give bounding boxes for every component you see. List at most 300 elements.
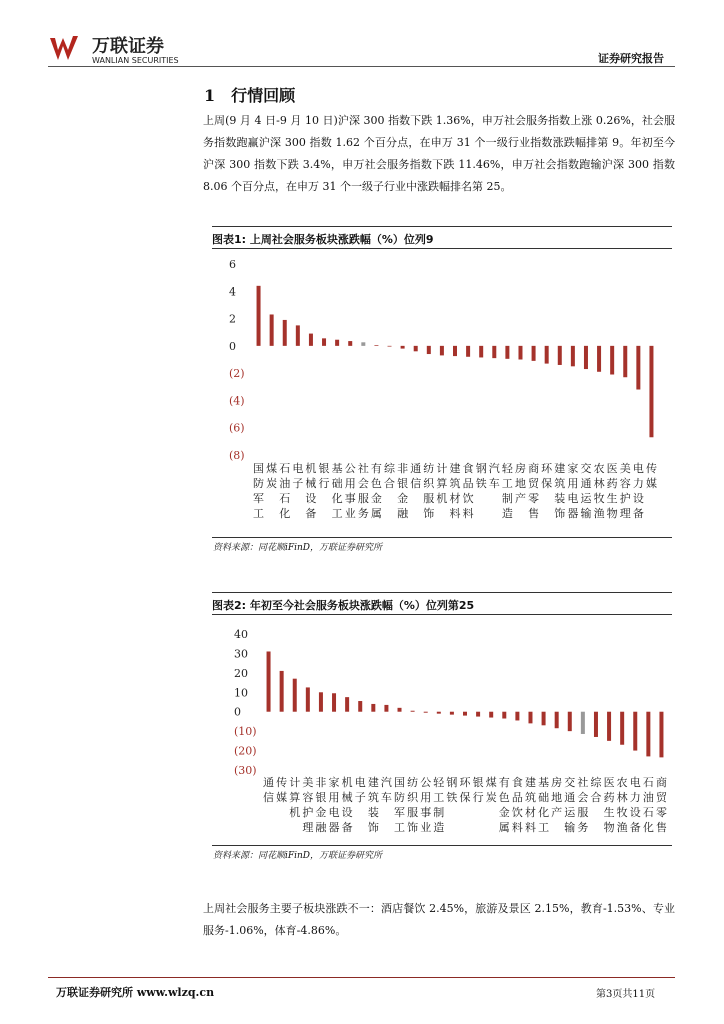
category-label: 车 bbox=[488, 477, 500, 490]
category-label: 地 bbox=[551, 791, 563, 804]
category-label: 事 bbox=[344, 492, 356, 505]
bar-电力设备 bbox=[633, 712, 637, 751]
footer-divider bbox=[48, 977, 675, 978]
category-label: 建 bbox=[367, 776, 379, 789]
category-label: 车 bbox=[380, 791, 392, 804]
bar-食品饮料 bbox=[466, 346, 470, 357]
y-tick-label: 6 bbox=[229, 258, 236, 271]
figure1-bottom-rule bbox=[212, 537, 672, 538]
category-label: 有 bbox=[498, 776, 510, 789]
market-review-paragraph: 上周(9 月 4 日-9 月 10 日)沪深 300 指数下跌 1.36%，申万社会服务指数上涨 0.26%，社会服务指数跑赢沪深 300 指数 1.62 个百分点，在申万 31 个一级行业指数涨跌幅排第 9。年初至今沪深 300 指数下跌 3.4%，申万社会服务指数下跌 11.46%，申万社会指数跑输沪深 300 指数 8.06 个百分点，在申万 31 个一级子行业中涨跌幅排名第 25。 bbox=[203, 114, 675, 193]
category-label: 融 bbox=[397, 507, 409, 520]
bar-汽车 bbox=[492, 346, 496, 358]
category-label: 贸 bbox=[528, 477, 540, 490]
category-label: 装 bbox=[367, 806, 379, 819]
category-label: 料 bbox=[511, 821, 523, 834]
category-label: 计 bbox=[289, 776, 301, 789]
y-tick-label: 0 bbox=[234, 705, 241, 719]
category-label: 非 bbox=[315, 776, 327, 789]
category-label: 工 bbox=[394, 821, 406, 834]
section-heading bbox=[204, 83, 295, 106]
bar-国防军工 bbox=[257, 286, 261, 346]
bar-传媒 bbox=[649, 346, 653, 437]
category-label: 防 bbox=[253, 477, 265, 490]
category-label: 通 bbox=[263, 776, 275, 789]
bar-房地产 bbox=[518, 346, 522, 360]
category-label: 产 bbox=[551, 806, 563, 819]
category-label: 媒 bbox=[645, 477, 657, 490]
category-label: 饰 bbox=[367, 821, 379, 834]
category-label: 综 bbox=[590, 776, 602, 789]
figure1-title: 图表1: 上周社会服务板块涨跌幅（%）位列9 bbox=[212, 233, 434, 246]
category-label: 属 bbox=[370, 507, 382, 520]
category-label: 综 bbox=[384, 462, 396, 475]
category-label: 电 bbox=[354, 776, 366, 789]
category-label: 电 bbox=[632, 462, 644, 475]
category-label: 社 bbox=[577, 776, 589, 789]
bar-环保 bbox=[545, 346, 549, 364]
category-label: 环 bbox=[541, 462, 553, 475]
y-tick-label: (4) bbox=[229, 394, 245, 408]
category-label: 础 bbox=[331, 477, 343, 490]
category-label: 铁 bbox=[475, 477, 487, 490]
category-label: 保 bbox=[541, 477, 553, 490]
category-label: 筑 bbox=[524, 791, 536, 804]
category-label: 器 bbox=[328, 821, 340, 834]
figure2-top-rule bbox=[212, 592, 672, 593]
figure2-bottom-rule bbox=[212, 845, 672, 846]
bar-钢铁 bbox=[479, 346, 483, 358]
category-label: 材 bbox=[524, 806, 536, 819]
category-label: 建 bbox=[524, 776, 536, 789]
bar-有色金属 bbox=[502, 712, 506, 719]
category-label: 零 bbox=[528, 492, 540, 505]
category-label: 石 bbox=[279, 462, 291, 475]
bar-纺织服饰 bbox=[427, 346, 431, 354]
bar-石油石化 bbox=[283, 320, 287, 346]
category-label: 容 bbox=[619, 477, 631, 490]
bar-纺织服饰 bbox=[411, 711, 415, 712]
category-label: 械 bbox=[305, 477, 317, 490]
category-label: 农 bbox=[593, 462, 605, 475]
bar-煤炭 bbox=[270, 314, 274, 345]
category-label: 国 bbox=[253, 462, 265, 475]
category-label: 会 bbox=[577, 791, 589, 804]
section-number: 1 bbox=[204, 86, 216, 105]
category-label: 合 bbox=[590, 791, 602, 804]
bar-医药生物 bbox=[610, 346, 614, 375]
bar-非银金融 bbox=[401, 346, 405, 349]
category-label: 通 bbox=[580, 477, 592, 490]
category-label: 造 bbox=[501, 507, 513, 520]
category-label: 传 bbox=[645, 462, 657, 475]
category-label: 电 bbox=[567, 492, 579, 505]
category-label: 属 bbox=[498, 821, 510, 834]
category-label: 机 bbox=[305, 462, 317, 475]
category-label: 电 bbox=[292, 462, 304, 475]
bar-房地产 bbox=[555, 712, 559, 729]
category-label: 工 bbox=[331, 507, 343, 520]
category-label: 筑 bbox=[449, 477, 461, 490]
category-label: 力 bbox=[629, 791, 641, 804]
category-label: 炭 bbox=[485, 791, 497, 804]
bar-交通运输 bbox=[584, 346, 588, 369]
category-label: 制 bbox=[433, 806, 445, 819]
category-label: 产 bbox=[514, 492, 526, 505]
logo-graphic bbox=[48, 32, 198, 66]
category-label: 零 bbox=[655, 806, 667, 819]
category-label: 金 bbox=[397, 492, 409, 505]
category-label: 炭 bbox=[266, 477, 278, 490]
bar-有色金属 bbox=[374, 345, 378, 346]
bar-通信 bbox=[267, 651, 271, 711]
category-label: 础 bbox=[538, 791, 550, 804]
bar-社会服务 bbox=[581, 712, 585, 734]
bar-社会服务 bbox=[361, 342, 365, 346]
category-label: 计 bbox=[436, 462, 448, 475]
category-label: 融 bbox=[315, 821, 327, 834]
category-label: 织 bbox=[423, 477, 435, 490]
category-label: 品 bbox=[511, 791, 523, 804]
category-label: 务 bbox=[577, 821, 589, 834]
y-tick-label: 20 bbox=[234, 666, 248, 680]
bar-环保 bbox=[463, 712, 467, 716]
page-number: 第3页共11页 bbox=[596, 989, 656, 1000]
bar-轻工制造 bbox=[505, 346, 509, 359]
bar-银行 bbox=[322, 338, 326, 346]
bar-公用事业 bbox=[424, 712, 428, 713]
category-label: 商 bbox=[655, 776, 667, 789]
bar-计算机 bbox=[293, 679, 297, 712]
category-label: 物 bbox=[606, 507, 618, 520]
category-label: 电 bbox=[629, 776, 641, 789]
category-label: 家 bbox=[567, 462, 579, 475]
category-label: 轻 bbox=[433, 776, 445, 789]
bar-农林牧渔 bbox=[597, 346, 601, 372]
bar-石油石化 bbox=[646, 712, 650, 757]
category-label: 行 bbox=[318, 477, 330, 490]
category-label: 银 bbox=[318, 462, 330, 475]
category-label: 化 bbox=[279, 507, 291, 520]
category-label: 用 bbox=[567, 477, 579, 490]
figure1-title-rule bbox=[212, 248, 672, 249]
bar-综合 bbox=[594, 712, 598, 737]
category-label: 料 bbox=[449, 507, 461, 520]
category-label: 务 bbox=[357, 507, 369, 520]
bar-建筑装饰 bbox=[371, 704, 375, 712]
category-label: 医 bbox=[606, 462, 618, 475]
category-label: 械 bbox=[341, 791, 353, 804]
category-label: 饮 bbox=[511, 806, 523, 819]
category-label: 售 bbox=[655, 821, 667, 834]
bar-汽车 bbox=[384, 705, 388, 712]
category-label: 造 bbox=[433, 821, 445, 834]
figure1-source: 资料来源：同花顺iFinD，万联证券研究所 bbox=[213, 543, 383, 553]
bar-商贸零售 bbox=[532, 346, 536, 361]
category-label: 服 bbox=[357, 492, 369, 505]
category-label: 建 bbox=[449, 462, 461, 475]
category-label: 贸 bbox=[655, 791, 667, 804]
category-label: 环 bbox=[459, 776, 471, 789]
category-label: 工 bbox=[501, 477, 513, 490]
category-label: 护 bbox=[302, 806, 314, 819]
category-label: 会 bbox=[357, 477, 369, 490]
category-label: 护 bbox=[619, 492, 631, 505]
category-label: 信 bbox=[410, 477, 422, 490]
bar-非银金融 bbox=[319, 692, 323, 711]
category-label: 房 bbox=[514, 462, 526, 475]
category-label: 信 bbox=[263, 791, 275, 804]
category-label: 纺 bbox=[407, 776, 419, 789]
bar-公用事业 bbox=[348, 341, 352, 346]
category-label: 理 bbox=[302, 821, 314, 834]
category-label: 通 bbox=[564, 791, 576, 804]
category-label: 算 bbox=[289, 791, 301, 804]
category-label: 建 bbox=[554, 462, 566, 475]
bar-煤炭 bbox=[489, 712, 493, 718]
category-label: 子 bbox=[292, 477, 304, 490]
figure2-title-rule bbox=[212, 614, 672, 615]
section-title: 行情回顾 bbox=[231, 86, 296, 105]
category-label: 房 bbox=[551, 776, 563, 789]
figure1-top-rule bbox=[212, 226, 672, 227]
bar-美容护理 bbox=[306, 687, 310, 711]
category-label: 社 bbox=[357, 462, 369, 475]
category-label: 防 bbox=[394, 791, 406, 804]
category-label: 行 bbox=[472, 791, 484, 804]
category-label: 金 bbox=[498, 806, 510, 819]
category-label: 运 bbox=[580, 492, 592, 505]
category-label: 备 bbox=[632, 507, 644, 520]
category-label: 设 bbox=[629, 806, 641, 819]
footer-institute-url: 万联证券研究所 www.wlzq.cn bbox=[56, 986, 215, 999]
bar-医药生物 bbox=[607, 712, 611, 741]
category-label: 设 bbox=[632, 492, 644, 505]
bar-基础化工 bbox=[542, 712, 546, 726]
category-label: 金 bbox=[315, 806, 327, 819]
category-label: 筑 bbox=[554, 477, 566, 490]
category-label: 材 bbox=[449, 492, 461, 505]
category-label: 药 bbox=[606, 477, 618, 490]
category-label: 织 bbox=[407, 791, 419, 804]
bar-建筑装饰 bbox=[558, 346, 562, 365]
category-label: 理 bbox=[619, 507, 631, 520]
category-label: 农 bbox=[616, 776, 628, 789]
category-label: 轻 bbox=[501, 462, 513, 475]
bar-电力设备 bbox=[636, 346, 640, 390]
figure2-title: 图表2: 年初至今社会服务板块涨跌幅（%）位列第25 bbox=[212, 599, 475, 612]
category-label: 化 bbox=[642, 821, 654, 834]
category-label: 交 bbox=[564, 776, 576, 789]
category-label: 机 bbox=[436, 492, 448, 505]
category-label: 饰 bbox=[423, 507, 435, 520]
category-label: 煤 bbox=[266, 462, 278, 475]
subsector-paragraph: 上周社会服务主要子板块涨跌不一：酒店餐饮 2.45%，旅游及景区 2.15%，教育-1.53%、专业服务-1.06%，体育-4.86%。 bbox=[203, 902, 675, 937]
category-label: 机 bbox=[341, 776, 353, 789]
category-label: 油 bbox=[279, 477, 291, 490]
bar-电子 bbox=[358, 701, 362, 712]
y-tick-label: 2 bbox=[229, 312, 236, 326]
bar-农林牧渔 bbox=[620, 712, 624, 745]
category-label: 工 bbox=[538, 821, 550, 834]
category-label: 料 bbox=[462, 507, 474, 520]
y-tick-label: (8) bbox=[229, 449, 245, 462]
category-label: 服 bbox=[577, 806, 589, 819]
category-label: 金 bbox=[370, 492, 382, 505]
bar-机械设备 bbox=[345, 697, 349, 712]
category-label: 林 bbox=[616, 791, 628, 804]
category-label: 纺 bbox=[423, 462, 435, 475]
category-label: 通 bbox=[410, 462, 422, 475]
category-label: 石 bbox=[279, 492, 291, 505]
category-label: 筑 bbox=[367, 791, 379, 804]
bar-国防军工 bbox=[398, 708, 402, 712]
category-label: 工 bbox=[253, 507, 265, 520]
category-label: 媒 bbox=[276, 791, 288, 804]
y-tick-label: (10) bbox=[234, 725, 257, 739]
category-label: 饮 bbox=[462, 492, 474, 505]
company-logo bbox=[48, 32, 198, 70]
category-label: 渔 bbox=[616, 821, 628, 834]
category-label: 林 bbox=[593, 477, 605, 490]
category-label: 铁 bbox=[446, 791, 458, 804]
category-label: 钢 bbox=[446, 776, 458, 789]
figure2-source: 资料来源：同花顺iFinD，万联证券研究所 bbox=[213, 851, 383, 861]
category-label: 输 bbox=[564, 821, 576, 834]
y-tick-label: (6) bbox=[229, 421, 245, 435]
bar-银行 bbox=[476, 712, 480, 717]
category-label: 汽 bbox=[488, 462, 500, 475]
category-label: 电 bbox=[328, 806, 340, 819]
category-label: 家 bbox=[328, 776, 340, 789]
category-label: 业 bbox=[420, 821, 432, 834]
y-tick-label: 30 bbox=[234, 647, 248, 661]
ytd-change-bar-chart bbox=[212, 618, 672, 844]
bar-建筑材料 bbox=[453, 346, 457, 356]
category-label: 制 bbox=[501, 492, 513, 505]
category-label: 料 bbox=[524, 821, 536, 834]
category-label: 物 bbox=[603, 821, 615, 834]
category-label: 银 bbox=[397, 477, 409, 490]
category-label: 美 bbox=[619, 462, 631, 475]
category-label: 石 bbox=[642, 806, 654, 819]
category-label: 汽 bbox=[380, 776, 392, 789]
bar-美容护理 bbox=[623, 346, 627, 377]
category-label: 药 bbox=[603, 791, 615, 804]
category-label: 用 bbox=[328, 791, 340, 804]
y-tick-label: (30) bbox=[234, 764, 257, 777]
category-label: 工 bbox=[433, 791, 445, 804]
category-label: 煤 bbox=[485, 776, 497, 789]
y-tick-label: 40 bbox=[234, 628, 248, 641]
category-label: 基 bbox=[331, 462, 343, 475]
category-label: 生 bbox=[603, 806, 615, 819]
category-label: 保 bbox=[459, 791, 471, 804]
category-label: 传 bbox=[276, 776, 288, 789]
category-label: 牧 bbox=[616, 806, 628, 819]
category-label: 机 bbox=[289, 806, 301, 819]
category-label: 力 bbox=[632, 477, 644, 490]
bar-食品饮料 bbox=[515, 712, 519, 721]
bar-轻工制造 bbox=[437, 712, 441, 714]
category-label: 服 bbox=[423, 492, 435, 505]
category-label: 事 bbox=[420, 806, 432, 819]
category-label: 食 bbox=[462, 462, 474, 475]
category-label: 算 bbox=[436, 477, 448, 490]
report-type-label: 证券研究报告 bbox=[598, 52, 664, 65]
category-label: 服 bbox=[407, 806, 419, 819]
category-label: 运 bbox=[564, 806, 576, 819]
header-divider bbox=[48, 66, 675, 67]
category-label: 备 bbox=[341, 821, 353, 834]
bar-传媒 bbox=[280, 671, 284, 712]
category-label: 设 bbox=[305, 492, 317, 505]
category-label: 基 bbox=[538, 776, 550, 789]
category-label: 军 bbox=[394, 806, 406, 819]
category-label: 合 bbox=[384, 477, 396, 490]
y-tick-label: (2) bbox=[229, 367, 245, 381]
bar-电子 bbox=[296, 325, 300, 345]
category-label: 渔 bbox=[593, 507, 605, 520]
category-label: 售 bbox=[528, 507, 540, 520]
bar-建筑材料 bbox=[528, 712, 532, 724]
category-label: 钢 bbox=[475, 462, 487, 475]
category-label: 化 bbox=[538, 806, 550, 819]
bar-商贸零售 bbox=[659, 712, 663, 758]
category-label: 有 bbox=[370, 462, 382, 475]
y-tick-label: 4 bbox=[229, 285, 236, 299]
category-label: 化 bbox=[331, 492, 343, 505]
category-label: 用 bbox=[420, 791, 432, 804]
category-label: 公 bbox=[420, 776, 432, 789]
category-label: 饰 bbox=[554, 507, 566, 520]
category-label: 品 bbox=[462, 477, 474, 490]
category-label: 器 bbox=[567, 507, 579, 520]
bar-基础化工 bbox=[335, 340, 339, 346]
logo-en-text: WANLIAN SECURITIES bbox=[92, 56, 179, 65]
category-label: 油 bbox=[642, 791, 654, 804]
category-label: 设 bbox=[341, 806, 353, 819]
category-label: 商 bbox=[528, 462, 540, 475]
bar-计算机 bbox=[440, 346, 444, 356]
category-label: 子 bbox=[354, 791, 366, 804]
category-label: 容 bbox=[302, 791, 314, 804]
bar-机械设备 bbox=[309, 334, 313, 346]
bar-家用电器 bbox=[571, 346, 575, 366]
category-label: 饰 bbox=[407, 821, 419, 834]
category-label: 色 bbox=[498, 791, 510, 804]
y-tick-label: (20) bbox=[234, 744, 257, 758]
category-label: 牧 bbox=[593, 492, 605, 505]
logo-w-icon bbox=[50, 36, 78, 60]
category-label: 医 bbox=[603, 776, 615, 789]
category-label: 美 bbox=[302, 776, 314, 789]
category-label: 备 bbox=[629, 821, 641, 834]
category-label: 交 bbox=[580, 462, 592, 475]
category-label: 非 bbox=[397, 462, 409, 475]
y-tick-label: 0 bbox=[229, 339, 236, 353]
bar-钢铁 bbox=[450, 712, 454, 715]
category-label: 输 bbox=[580, 507, 592, 520]
category-label: 装 bbox=[554, 492, 566, 505]
bar-交通运输 bbox=[568, 712, 572, 731]
category-label: 生 bbox=[606, 492, 618, 505]
weekly-change-bar-chart bbox=[212, 252, 672, 534]
category-label: 备 bbox=[305, 507, 317, 520]
y-tick-label: 10 bbox=[234, 686, 248, 700]
logo-cn-text: 万联证券 bbox=[92, 36, 164, 57]
category-label: 业 bbox=[344, 507, 356, 520]
